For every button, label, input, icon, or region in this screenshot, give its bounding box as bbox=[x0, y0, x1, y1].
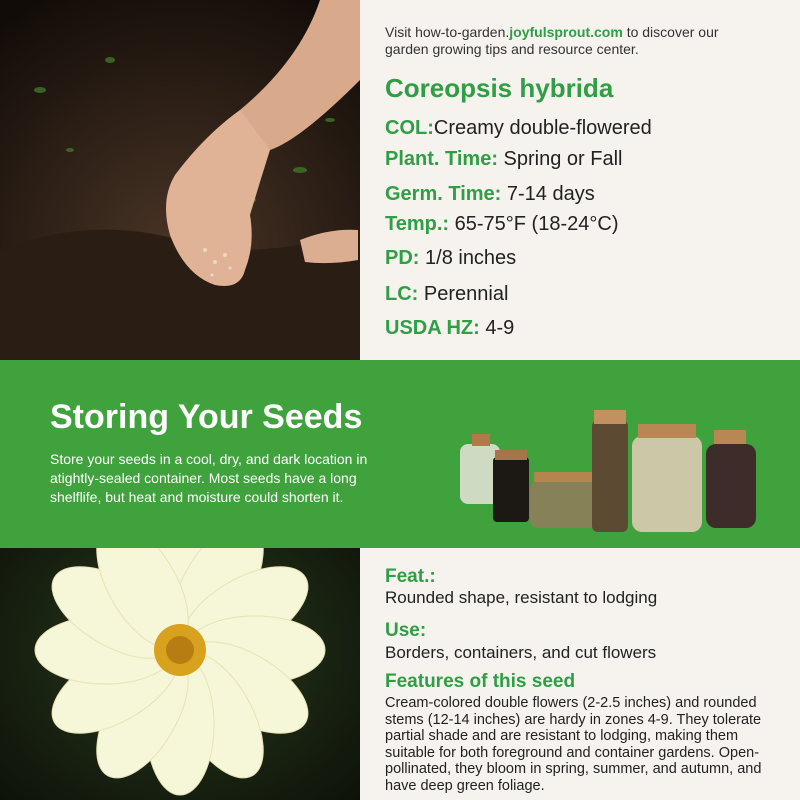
feat-text: Rounded shape, resistant to lodging bbox=[385, 588, 658, 607]
spec-key: PD: bbox=[385, 247, 420, 269]
spec-value: Perennial bbox=[418, 283, 509, 305]
plant-title: Coreopsis hybrida bbox=[385, 73, 614, 103]
storing-seeds-band bbox=[0, 360, 800, 548]
plant-info-panel bbox=[360, 0, 800, 360]
use-text: Borders, containers, and cut flowers bbox=[385, 643, 657, 662]
spec-value: 7-14 days bbox=[501, 183, 595, 205]
use-label: Use: bbox=[385, 620, 427, 641]
visit-prefix: Visit how-to-garden. bbox=[385, 24, 510, 40]
visit-suffix: to discover our garden growing tips and resource center. bbox=[385, 24, 719, 57]
spec-temp bbox=[385, 213, 618, 236]
seed-features-text: Cream-colored double flowers (2-2.5 inches) and rounded stems (12-14 inches) are hardy in zones 4-9. They tolerate partial shade and are resistant to lodging, making them suitable for both foreground and container gardens. Open-pollinated, they bloom in spring, summer, and autumn, and have deep green foliage. bbox=[385, 695, 762, 794]
soil-hand-photo bbox=[0, 0, 360, 360]
top-section bbox=[0, 0, 800, 360]
seed-features-label: Features of this seed bbox=[385, 671, 576, 692]
spec-value: 65-75°F (18-24°C) bbox=[449, 213, 619, 235]
spec-key: COL: bbox=[385, 117, 434, 139]
storing-text: Store your seeds in a cool, dry, and dark location in atightly-sealed container. Most seeds have a long shelflife, but heat and moisture could shorten it. bbox=[50, 451, 368, 505]
storing-title: Storing Your Seeds bbox=[50, 398, 363, 436]
spec-col bbox=[385, 117, 652, 140]
spec-value: 1/8 inches bbox=[419, 247, 517, 269]
spec-usda-hz bbox=[385, 317, 514, 340]
spec-lc bbox=[385, 283, 508, 306]
spec-value: 4-9 bbox=[479, 317, 515, 339]
spec-key: USDA HZ: bbox=[385, 317, 480, 339]
spec-pd bbox=[385, 247, 516, 270]
spec-key: LC: bbox=[385, 283, 419, 305]
seed-jars-image bbox=[450, 382, 770, 532]
spec-plant-time bbox=[385, 148, 623, 171]
features-panel bbox=[360, 548, 800, 800]
spec-key: Temp.: bbox=[385, 213, 450, 235]
spec-value: Creamy double-flowered bbox=[433, 117, 652, 139]
coreopsis-flower-illustration bbox=[0, 548, 360, 800]
feat-label: Feat.: bbox=[385, 566, 436, 587]
spec-key: Plant. Time: bbox=[385, 148, 498, 170]
spec-key: Germ. Time: bbox=[385, 183, 502, 205]
spec-value: Spring or Fall bbox=[498, 148, 623, 170]
visit-text bbox=[385, 24, 765, 58]
website-link[interactable]: joyfulsprout.com bbox=[509, 24, 623, 40]
soil-hand-illustration bbox=[0, 0, 360, 360]
bottom-section bbox=[0, 548, 800, 800]
spec-germ-time bbox=[385, 183, 595, 206]
flower-photo bbox=[0, 548, 360, 800]
